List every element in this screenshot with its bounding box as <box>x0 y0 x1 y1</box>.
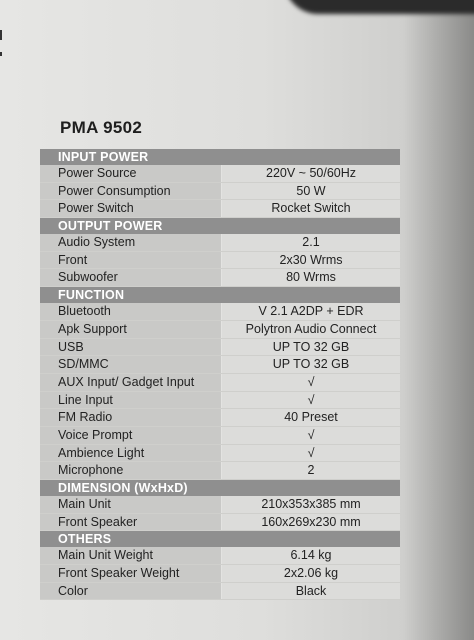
section-header: OTHERS <box>40 531 400 547</box>
spec-value: 80 Wrms <box>222 269 400 286</box>
product-title: PMA 9502 <box>60 118 143 137</box>
spec-value: Black <box>222 583 400 600</box>
section-header: FUNCTION <box>40 287 400 303</box>
spec-row <box>40 565 400 583</box>
spec-label: Front <box>40 252 222 269</box>
spec-value: 160x269x230 mm <box>222 514 400 531</box>
spec-row <box>40 183 400 201</box>
spec-value: 2.1 <box>222 234 400 251</box>
spec-label: Microphone <box>40 462 222 479</box>
spec-label: Bluetooth <box>40 303 222 320</box>
section-header: INPUT POWER <box>40 149 400 165</box>
spec-row <box>40 392 400 410</box>
spec-value: 6.14 kg <box>222 547 400 564</box>
spec-label: Audio System <box>40 234 222 251</box>
page-shadow <box>404 0 474 640</box>
spec-label: Front Speaker <box>40 514 222 531</box>
spec-value: 2 <box>222 462 400 479</box>
spec-value: V 2.1 A2DP + EDR <box>222 303 400 320</box>
spec-label: Main Unit Weight <box>40 547 222 564</box>
spec-value: 50 W <box>222 183 400 200</box>
spec-row <box>40 547 400 565</box>
spec-label: Voice Prompt <box>40 427 222 444</box>
spec-row <box>40 583 400 601</box>
spec-label: Ambience Light <box>40 445 222 462</box>
spec-label: Front Speaker Weight <box>40 565 222 582</box>
spec-value: √ <box>222 392 400 409</box>
spec-value: Polytron Audio Connect <box>222 321 400 338</box>
spec-label: Line Input <box>40 392 222 409</box>
spec-row <box>40 269 400 287</box>
dark-object-top <box>284 0 474 14</box>
spec-value: 2x30 Wrms <box>222 252 400 269</box>
spec-row <box>40 321 400 339</box>
spec-table <box>40 149 400 600</box>
spec-row <box>40 514 400 532</box>
spec-row <box>40 200 400 218</box>
spec-label: FM Radio <box>40 409 222 426</box>
spec-row <box>40 303 400 321</box>
edge-mark <box>0 30 2 40</box>
spec-value: UP TO 32 GB <box>222 356 400 373</box>
spec-label: USB <box>40 339 222 356</box>
spec-label: Apk Support <box>40 321 222 338</box>
spec-row <box>40 234 400 252</box>
spec-value: √ <box>222 445 400 462</box>
spec-label: Subwoofer <box>40 269 222 286</box>
section-header: OUTPUT POWER <box>40 218 400 234</box>
spec-row <box>40 374 400 392</box>
spec-label: AUX Input/ Gadget Input <box>40 374 222 391</box>
spec-value: √ <box>222 427 400 444</box>
spec-value: 220V ~ 50/60Hz <box>222 165 400 182</box>
spec-row <box>40 462 400 480</box>
spec-row <box>40 427 400 445</box>
spec-label: Power Switch <box>40 200 222 217</box>
spec-value: UP TO 32 GB <box>222 339 400 356</box>
spec-value: 2x2.06 kg <box>222 565 400 582</box>
spec-label: SD/MMC <box>40 356 222 373</box>
spec-label: Color <box>40 583 222 600</box>
spec-value: 40 Preset <box>222 409 400 426</box>
section-header: DIMENSION (WxHxD) <box>40 480 400 496</box>
spec-value: 210x353x385 mm <box>222 496 400 513</box>
spec-row <box>40 496 400 514</box>
spec-row <box>40 409 400 427</box>
spec-value: Rocket Switch <box>222 200 400 217</box>
spec-label: Power Consumption <box>40 183 222 200</box>
edge-mark <box>0 52 2 56</box>
spec-row <box>40 339 400 357</box>
spec-row <box>40 165 400 183</box>
spec-row <box>40 356 400 374</box>
spec-label: Power Source <box>40 165 222 182</box>
spec-row <box>40 445 400 463</box>
spec-label: Main Unit <box>40 496 222 513</box>
spec-value: √ <box>222 374 400 391</box>
spec-row <box>40 252 400 270</box>
